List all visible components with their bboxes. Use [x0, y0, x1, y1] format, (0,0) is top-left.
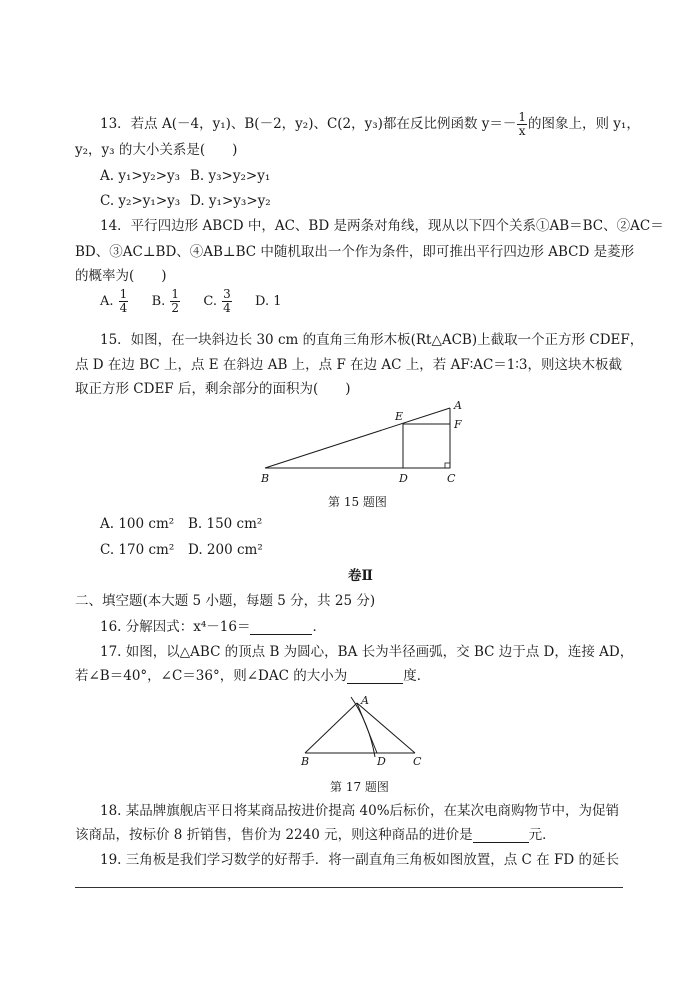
- q15-line3: 取正方形 CDEF 后，剩余部分的面积为( ): [75, 381, 351, 397]
- q16-line: [100, 621, 326, 635]
- q13-option-a: A. y₁>y₂>y₃: [100, 168, 181, 184]
- page-footer-rule: [75, 887, 623, 888]
- q14-opt-b-label: B.: [151, 294, 166, 309]
- q16-text: 16. 分解因式：x⁴－16＝: [100, 619, 251, 635]
- q14-line3: 的概率为( ): [75, 268, 167, 284]
- q14-opt-a-fraction: [119, 288, 129, 315]
- q17-side-ba: [305, 703, 357, 753]
- q14-opt-c-fraction: [222, 288, 232, 315]
- volume-title: 卷Ⅱ: [348, 568, 373, 584]
- q14-line2: BD、③AC⊥BD、④AB⊥BC 中随机取出一个作为条件，即可推出平行四边形 ABCD 是菱形: [75, 244, 635, 260]
- q13-line2: y₂，y₃ 的大小关系是( ): [75, 142, 238, 158]
- q16-end: ．: [312, 619, 326, 635]
- q18-line1: 18. 某品牌旗舰店平日将某商品按进价提高 40%后标价，在某次电商购物节中，为促销: [100, 803, 620, 819]
- q17-side-ac: [357, 703, 415, 753]
- q13-frac-num: 1: [518, 110, 527, 124]
- q13-option-d: D. y₁>y₃>y₂: [190, 193, 271, 209]
- q15-figure: [255, 398, 470, 488]
- q15-line2: 点 D 在边 BC 上，点 E 在斜边 AB 上，点 F 在边 AC 上，若 AF∶AC＝1∶3，则这块木板截: [75, 357, 622, 373]
- q18-line2b: 元．: [528, 827, 556, 843]
- q15-label-c: C: [447, 472, 456, 485]
- q14-opt-c-num: 3: [223, 287, 231, 301]
- q14-opt-a-den: 4: [119, 301, 128, 315]
- q13-stem-b: 的图象上，则 y₁，: [528, 116, 640, 132]
- q15-option-d: D. 200 cm²: [188, 542, 263, 558]
- q15-option-b: B. 150 cm²: [188, 516, 263, 532]
- q15-caption: 第 15 题图: [328, 495, 387, 509]
- q15-option-c: C. 170 cm²: [100, 542, 175, 558]
- q15-right-angle-mark: [445, 463, 450, 468]
- q18-line2: [75, 829, 556, 843]
- q13-fraction: [517, 111, 527, 138]
- q14-opt-a-label: A.: [100, 294, 114, 309]
- q13-frac-den: x: [518, 124, 526, 138]
- q14-opt-a-num: 1: [119, 287, 128, 301]
- q17-line2: [75, 670, 430, 684]
- q14-opt-d: D. 1: [255, 294, 282, 309]
- q14-opt-c-label: C.: [203, 294, 217, 309]
- section-heading: 二、填空题(本大题 5 小题，每题 5 分，共 25 分): [75, 593, 376, 609]
- q14-line1: 14．平行四边形 ABCD 中，AC、BD 是两条对角线，现从以下四个关系①AB＝BC、②AC＝: [100, 218, 664, 234]
- q14-opt-b-num: 1: [171, 287, 180, 301]
- q17-line1: 17. 如图，以△ABC 的顶点 B 为圆心，BA 长为半径画弧，交 BC 边于点 D，连接 AD，: [100, 644, 634, 660]
- q17-line2a: 若∠B＝40°，∠C＝36°，则∠DAC 的大小为: [75, 668, 348, 684]
- q14-opt-b-den: 2: [171, 301, 180, 315]
- q15-label-e: E: [395, 410, 404, 423]
- q13-option-b: B. y₃>y₂>y₁: [190, 168, 271, 184]
- q17-figure: [295, 693, 430, 768]
- q15-label-a: A: [454, 399, 462, 412]
- q13-option-c: C. y₂>y₁>y₃: [100, 193, 181, 209]
- q15-label-f: F: [454, 418, 462, 431]
- q13-stem-a: 13．若点 A(－4，y₁)、B(－2，y₂)、C(2，y₃)都在反比例函数 y＝－: [100, 116, 517, 132]
- q18-answer-blank: [473, 830, 529, 843]
- q15-label-d: D: [399, 472, 408, 485]
- q13-line1: [100, 111, 640, 138]
- q15-label-b: B: [261, 472, 270, 485]
- q14-opt-c-den: 4: [223, 301, 231, 315]
- q15-hypotenuse-ab: [265, 408, 450, 468]
- q17-answer-blank: [347, 671, 403, 684]
- q14-options: [100, 288, 282, 315]
- q14-opt-b-fraction: [170, 288, 180, 315]
- q17-label-d: D: [377, 755, 386, 768]
- q15-line1: 15．如图，在一块斜边长 30 cm 的直角三角形木板(Rt△ACB)上截取一个正方形 CDEF，: [100, 332, 644, 348]
- q18-line2a: 该商品，按标价 8 折销售，售价为 2240 元，则这种商品的进价是: [75, 827, 473, 843]
- q17-label-b: B: [301, 755, 310, 768]
- q17-label-c: C: [413, 755, 422, 768]
- q17-line2b: 度．: [403, 668, 431, 684]
- q16-answer-blank: [250, 622, 312, 635]
- q17-label-a: A: [361, 694, 369, 707]
- q19-line1: 19. 三角板是我们学习数学的好帮手．将一副直角三角板如图放置，点 C 在 FD 的延长: [100, 852, 619, 868]
- q17-caption: 第 17 题图: [330, 780, 389, 794]
- q15-option-a: A. 100 cm²: [100, 516, 175, 532]
